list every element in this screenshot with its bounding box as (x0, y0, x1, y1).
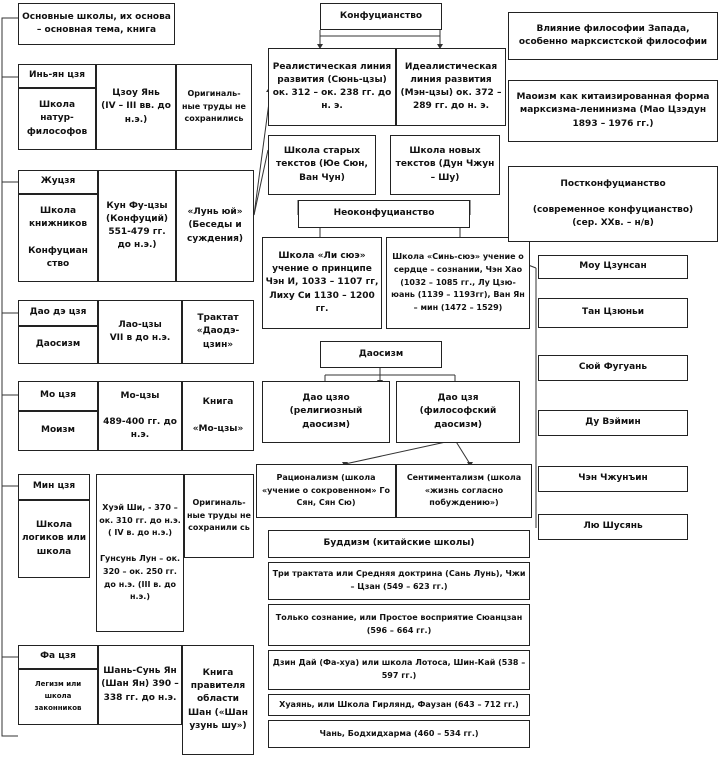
school-desc-yinyang: Школа натур-философов (18, 88, 96, 150)
buddhism-school-2: Только сознание, или Простое восприятие Сюанцзан (596 – 664 гг.) (268, 604, 530, 646)
xin-xue-school: Школа «Синь-сюэ» учение о сердце – сознании, Чэн Хао (1032 – 1085 гг., Лу Цзю-юань (1139 – 1193гг), Ван Ян – мин (1472 – 1529) (386, 237, 530, 329)
school-desc-dao: Даосизм (18, 326, 98, 364)
schools-header: Основные школы, их основа – основная тема, книга (18, 3, 175, 45)
work-ru: «Лунь юй» (Беседы и суждения) (176, 170, 254, 282)
school-name-fa: Фа цзя (18, 645, 98, 669)
rationalism-school: Рационализм (школа «учение о сокровенном» Го Сян, Сян Сю) (256, 464, 396, 518)
buddhism-school-4: Хуаянь, или Школа Гирлянд, Фаузан (643 – 712 гг.) (268, 694, 530, 716)
work-yinyang: Оригиналь-ные труды не сохранились (176, 64, 252, 150)
work-dao: Трактат «Даодэ-цзин» (182, 300, 254, 364)
buddhism-title: Буддизм (китайские школы) (268, 530, 530, 558)
school-desc-ming: Школа логиков или школа (18, 500, 90, 578)
buddhism-school-1: Три трактата или Средняя доктрина (Сань Лунь), Чжи – Цзан (549 – 623 гг.) (268, 562, 530, 600)
name-mou-zongsan: Моу Цзунсан (538, 255, 688, 279)
confucianism-title: Конфуцианство (320, 3, 442, 30)
post-confucianism: Постконфуцианство (современное конфуцианство) (сер. XXв. – н/в) (508, 166, 718, 242)
founder-mo: Мо-цзы 489-400 гг. до н.э. (98, 381, 182, 451)
founder-ru: Кун Фу-цзы (Конфуций) 551-479 гг. до н.э.) (98, 170, 176, 282)
founder-dao: Лао-цзы VII в до н.э. (98, 300, 182, 364)
school-desc-mo: Моизм (18, 411, 98, 451)
western-influence: Влияние философии Запада, особенно марксистской философии (508, 12, 718, 60)
buddhism-school-3: Дзин Дай (Фа-хуа) или школа Лотоса, Шин-Кай (538 – 597 гг.) (268, 650, 530, 690)
school-name-dao: Дао дэ цзя (18, 300, 98, 326)
new-texts-school: Школа новых текстов (Дун Чжун – Шу) (390, 135, 500, 195)
work-fa: Книга правителя области Шан («Шан узунь шу») (182, 645, 254, 755)
founder-fa: Шань-Сунь Ян (Шан Ян) 390 – 338 гг. до н.э. (98, 645, 182, 725)
name-tang-junyi: Тан Цзюньи (538, 298, 688, 328)
maoism: Маоизм как китаизированная форма марксизма-ленинизма (Мао Цзэдун 1893 – 1976 гг.) (508, 80, 718, 142)
li-xue-school: Школа «Ли сюэ» учение о принципе Чэн И, 1033 – 1107 гг, Лиху Си 1130 – 1200 гг. (262, 237, 382, 329)
name-cheng-zhongying: Чэн Чжунъин (538, 466, 688, 492)
idealistic-line: Идеалистическая линия развития (Мэн-цзы) ок. 372 – 289 гг. до н. э. (396, 48, 506, 126)
founder-yinyang: Цзоу Янь (IV – III вв. до н.э.) (96, 64, 176, 150)
school-name-yinyang: Инь-ян цзя (18, 64, 96, 88)
school-name-ru: Жуцзя (18, 170, 98, 194)
name-xu-fuguan: Сюй Фугуань (538, 355, 688, 381)
school-desc-ru: Школа книжников Конфуциан ство (18, 194, 98, 282)
name-liu-shuxian: Лю Шусянь (538, 514, 688, 540)
work-mo: Книга «Мо-цзы» (182, 381, 254, 451)
taoism-title: Даосизм (320, 341, 442, 368)
realistic-line: Реалистическая линия развития (Сюнь-цзы) ок. 312 – ок. 238 гг. до н. э. (268, 48, 396, 126)
school-name-mo: Мо цзя (18, 381, 98, 411)
school-name-ming: Мин цзя (18, 474, 90, 500)
sentimentalism-school: Сентиментализм (школа «жизнь согласно побуждению») (396, 464, 532, 518)
name-du-weiming: Ду Вэймин (538, 410, 688, 436)
buddhism-school-5: Чань, Бодхидхарма (460 – 534 гг.) (268, 720, 530, 748)
work-ming: Оригиналь-ные труды не сохранили сь (184, 474, 254, 558)
neo-confucianism: Неоконфуцианство (298, 200, 470, 228)
old-texts-school: Школа старых текстов (Юе Сюн, Ван Чун) (268, 135, 376, 195)
philosophical-taoism: Дао цзя (философский даосизм) (396, 381, 520, 443)
school-desc-fa: Легизм или школа законников (18, 669, 98, 725)
founder-ming: Хуэй Ши, - 370 – ок. 310 гг. до н.э. ( IV в. до н.э.) Гунсунь Лун – ок. 320 – ок. 250 гг. до н.э. (III в. до н.э.) (96, 474, 184, 632)
religious-taoism: Дао цзяо (религиозный даосизм) (262, 381, 390, 443)
